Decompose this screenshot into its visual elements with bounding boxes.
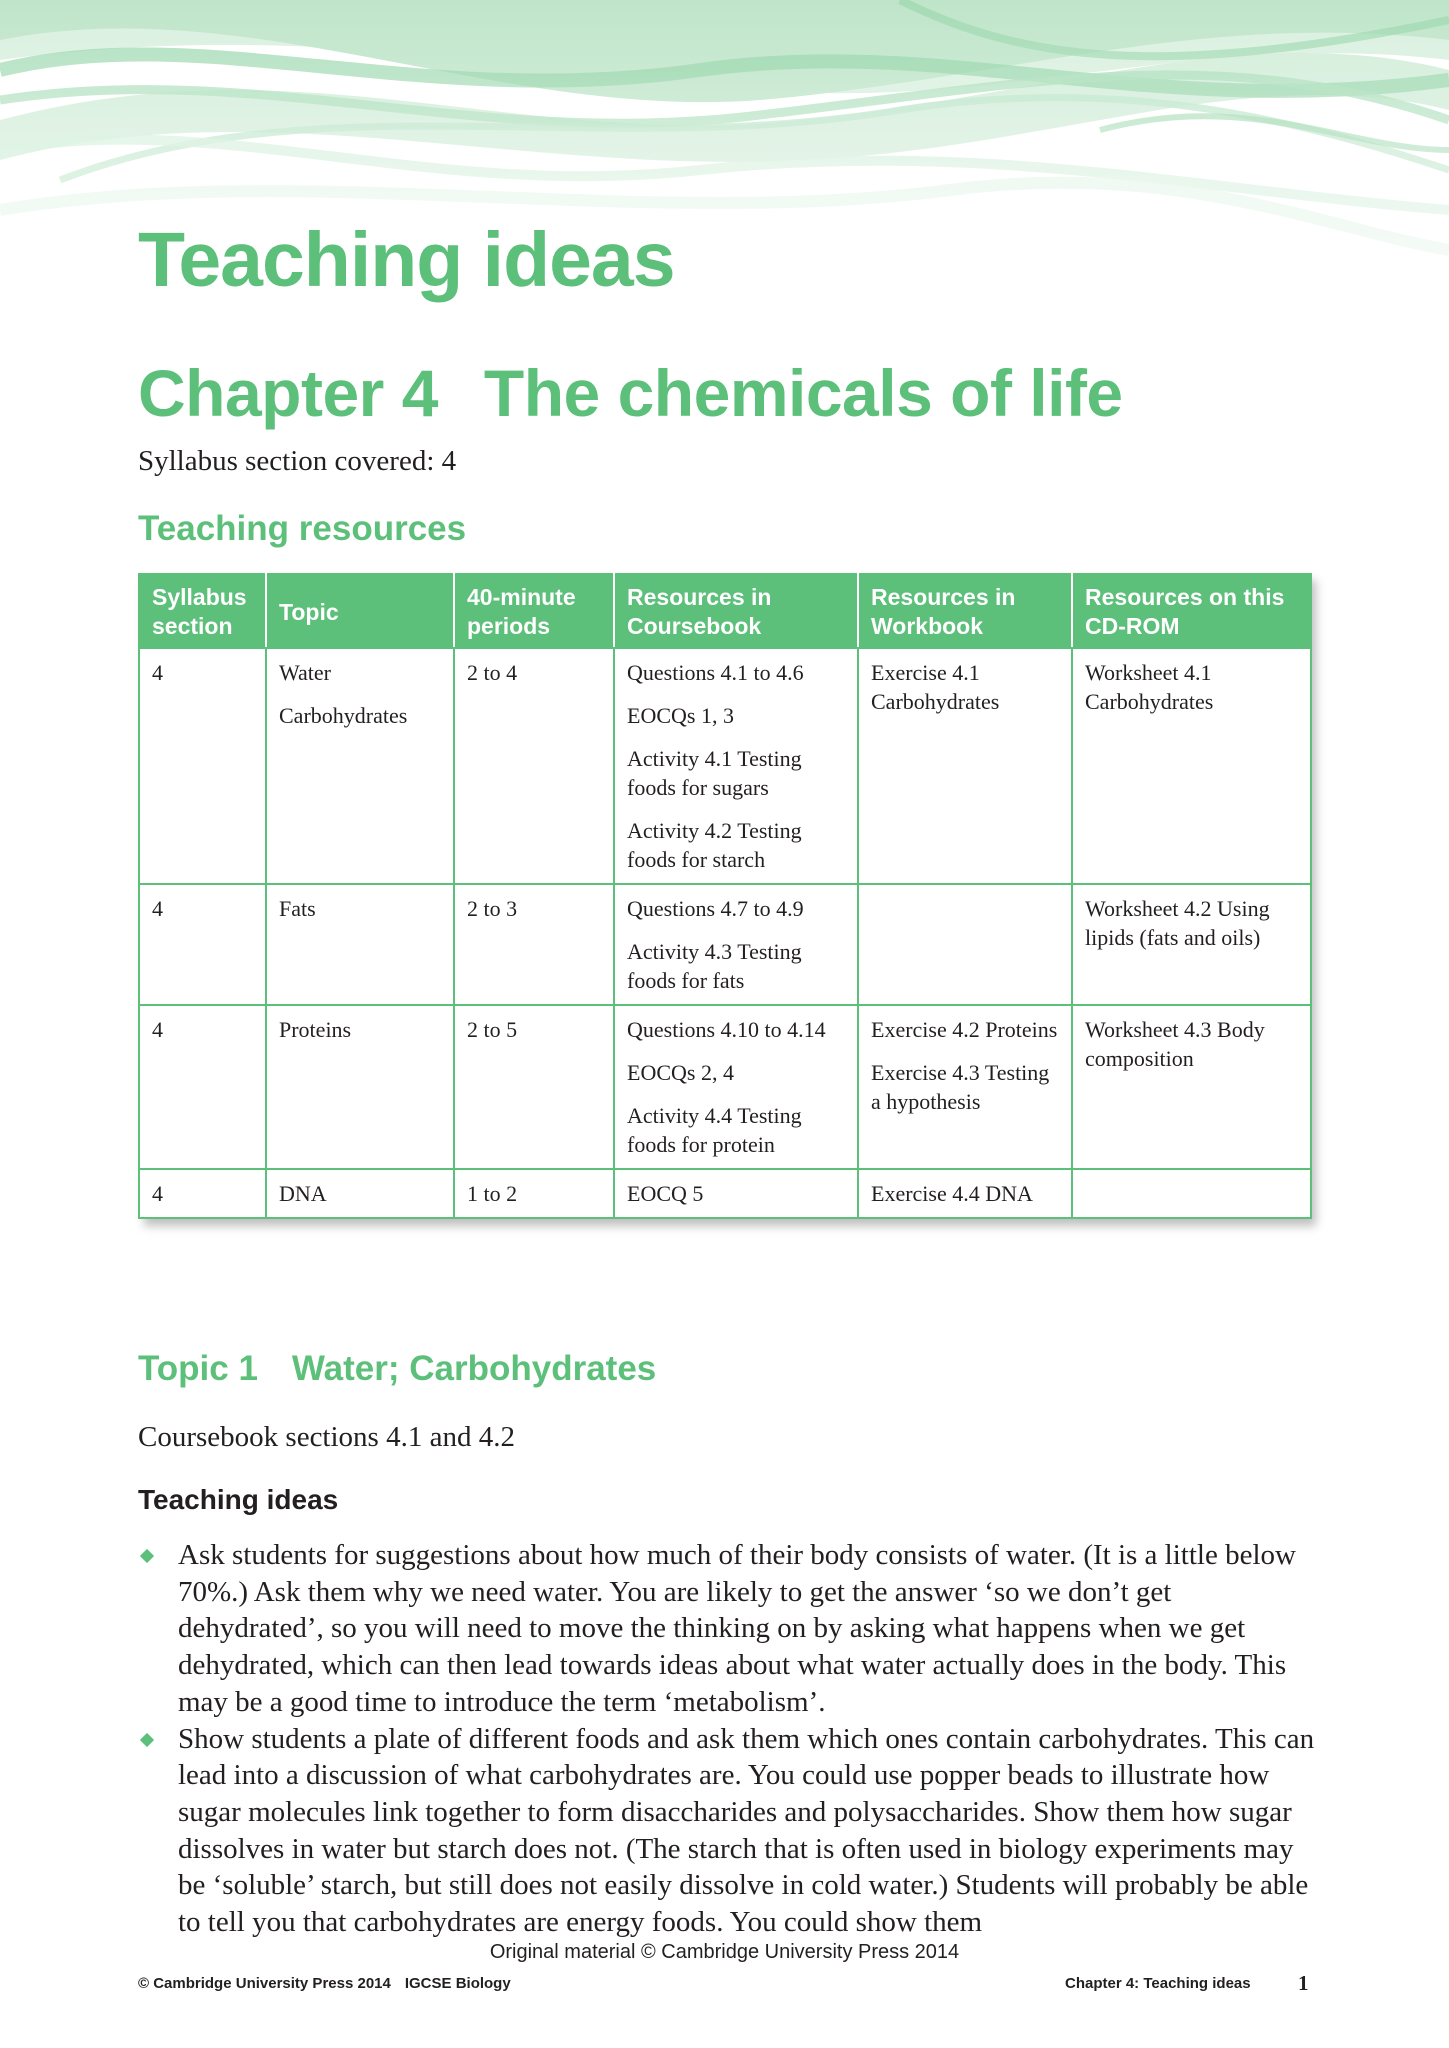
cell-periods: 1 to 2 — [454, 1169, 614, 1218]
cell-topic — [266, 648, 454, 884]
cell-cdrom — [1072, 1005, 1311, 1169]
cell-workbook — [858, 1169, 1072, 1218]
coursebook-item: Questions 4.1 to 4.6 — [627, 660, 804, 685]
cell-cdrom — [1072, 648, 1311, 884]
table-row — [139, 884, 1311, 1005]
teaching-ideas-subheading: Teaching ideas — [138, 1484, 339, 1515]
footer-chapter-ref: Chapter 4: Teaching ideas — [1065, 1975, 1251, 1992]
cell-workbook — [858, 648, 1072, 884]
cell-periods: 2 to 4 — [454, 648, 614, 884]
bullet-text: Ask students for suggestions about how much of their body consists of water. (It is a little below 70%.) Ask them why we need water. You are likely to get the answer ‘so we don’t get dehydrated’, so you will need to move the thinking on by asking what happens when we get dehydrated, which can then lead towards ideas about what water actually does in the body. This may be a good time to introduce the term ‘metabolism’. — [178, 1539, 1296, 1718]
coursebook-item: EOCQ 5 — [627, 1181, 704, 1206]
cell-periods: 2 to 3 — [454, 884, 614, 1005]
diamond-bullet-icon — [140, 1549, 154, 1563]
chapter-title — [138, 356, 1123, 430]
footer-left — [138, 1975, 511, 1992]
page-title: Teaching ideas — [138, 217, 675, 303]
topic-item: Water — [279, 660, 331, 685]
coursebook-item: Activity 4.2 Testing foods for starch — [627, 818, 802, 872]
topic-name: Water; Carbohydrates — [291, 1349, 657, 1388]
table-row — [139, 1169, 1311, 1218]
cell-cdrom — [1072, 884, 1311, 1005]
cell-coursebook — [614, 884, 858, 1005]
coursebook-item: Activity 4.1 Testing foods for sugars — [627, 746, 802, 800]
column-header: Resources in Coursebook — [614, 574, 858, 648]
cell-topic — [266, 884, 454, 1005]
cell-topic — [266, 1169, 454, 1218]
cell-workbook — [858, 1005, 1072, 1169]
coursebook-item: Questions 4.7 to 4.9 — [627, 896, 804, 921]
list-item — [138, 1537, 1320, 1721]
coursebook-item: Activity 4.4 Testing foods for protein — [627, 1103, 802, 1157]
coursebook-sections: Coursebook sections 4.1 and 4.2 — [138, 1421, 515, 1453]
table-row — [139, 648, 1311, 884]
table-row — [139, 1005, 1311, 1169]
teaching-ideas-list — [138, 1537, 1320, 1941]
column-header: Syllabus section — [139, 574, 266, 648]
resources-table — [138, 573, 1312, 1219]
footer-book: IGCSE Biology — [404, 1975, 511, 1992]
resources-table-container — [138, 573, 1310, 1219]
cell-cdrom — [1072, 1169, 1311, 1218]
chapter-label: Chapter 4 — [138, 356, 438, 430]
topic-item: Proteins — [279, 1017, 352, 1042]
chapter-name: The chemicals of life — [483, 356, 1123, 430]
cell-coursebook — [614, 1005, 858, 1169]
workbook-item: Exercise 4.1 Carbohydrates — [871, 660, 1000, 714]
cdrom-item: Worksheet 4.3 Body composition — [1085, 1017, 1265, 1071]
coursebook-item: EOCQs 2, 4 — [627, 1060, 734, 1085]
cell-section: 4 — [139, 1169, 266, 1218]
list-item — [138, 1721, 1320, 1941]
topic-item: Carbohydrates — [279, 703, 408, 728]
topic-item: DNA — [279, 1181, 327, 1206]
topic-label: Topic 1 — [138, 1349, 258, 1388]
coursebook-item: Activity 4.3 Testing foods for fats — [627, 939, 802, 993]
column-header: Topic — [266, 574, 454, 648]
table-header-row — [139, 574, 1311, 648]
workbook-item: Exercise 4.2 Proteins — [871, 1017, 1058, 1042]
cell-section: 4 — [139, 1005, 266, 1169]
cell-coursebook — [614, 1169, 858, 1218]
bullet-text: Show students a plate of different foods and ask them which ones contain carbohydrates. This can lead into a discussion of what carbohydrates are. You could use popper beads to illustrate how sugar molecules link together to form disaccharides and polysaccharides. Show them how sugar dissolves in water but starch does not. (The starch that is often used in biology experiments may be ‘soluble’ starch, but still does not easily dissolve in cold water.) Students will probably be able to tell you that carbohydrates are energy foods. You could show them — [178, 1722, 1315, 1939]
cell-periods: 2 to 5 — [454, 1005, 614, 1169]
cell-coursebook — [614, 648, 858, 884]
cell-workbook — [858, 884, 1072, 1005]
coursebook-item: Questions 4.10 to 4.14 — [627, 1017, 826, 1042]
syllabus-covered: Syllabus section covered: 4 — [138, 445, 457, 477]
cell-topic — [266, 1005, 454, 1169]
column-header: 40-minute periods — [454, 574, 614, 648]
topic-item: Fats — [279, 896, 316, 921]
page-number: 1 — [1298, 1971, 1309, 1995]
column-header: Resources on this CD-ROM — [1072, 574, 1311, 648]
cdrom-item: Worksheet 4.1 Carbohydrates — [1085, 660, 1214, 714]
coursebook-item: EOCQs 1, 3 — [627, 703, 734, 728]
diamond-bullet-icon — [140, 1732, 154, 1746]
workbook-item: Exercise 4.3 Testing a hypothesis — [871, 1060, 1050, 1114]
cdrom-item: Worksheet 4.2 Using lipids (fats and oils) — [1085, 896, 1270, 950]
original-material-note: Original material © Cambridge University Press 2014 — [489, 1941, 960, 1963]
topic-heading — [138, 1350, 656, 1389]
cell-section: 4 — [139, 648, 266, 884]
teaching-resources-heading: Teaching resources — [138, 509, 467, 548]
footer-copyright: © Cambridge University Press 2014 — [138, 1975, 391, 1992]
workbook-item: Exercise 4.4 DNA — [871, 1181, 1033, 1206]
cell-section: 4 — [139, 884, 266, 1005]
column-header: Resources in Workbook — [858, 574, 1072, 648]
